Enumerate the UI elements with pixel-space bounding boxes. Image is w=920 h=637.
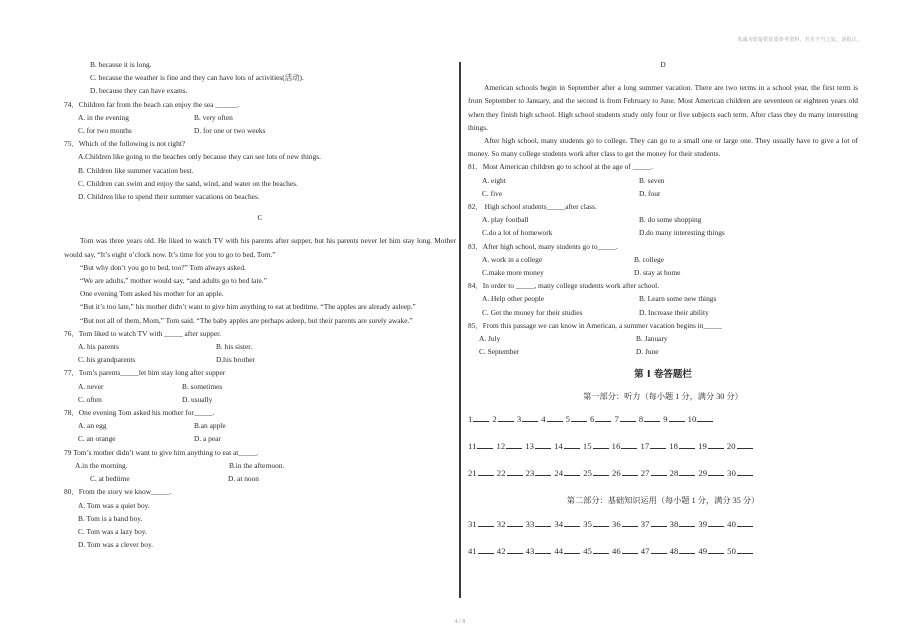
q79-option-b: B.in the afternoon. xyxy=(229,460,285,470)
answer-underline[interactable] xyxy=(622,545,638,554)
answer-blank[interactable] xyxy=(727,545,756,558)
answer-underline[interactable] xyxy=(535,440,551,449)
q82-option-c: C.do a lot of homework xyxy=(482,228,553,238)
q77-option-b: B. sometimes xyxy=(182,381,223,391)
q77-option-d: D. usually xyxy=(182,394,213,404)
answer-grid-part2 xyxy=(468,518,858,558)
q76-option-a: A. his parents xyxy=(78,342,119,352)
answer-blank[interactable] xyxy=(468,467,497,480)
q76-options-row1 xyxy=(64,340,456,353)
q81-option-c: C. five xyxy=(482,188,503,198)
q84-option-d: D. Increase their ability xyxy=(639,307,709,317)
answer-number: 29 xyxy=(698,468,708,479)
q76-option-b: B. his sister. xyxy=(216,342,253,352)
answer-blank[interactable] xyxy=(640,440,669,453)
answer-number: 12 xyxy=(496,441,506,452)
answer-underline[interactable] xyxy=(737,518,753,527)
answer-number: 3 xyxy=(516,413,522,424)
q83-option-a: A. work in a college xyxy=(482,254,543,264)
answer-underline[interactable] xyxy=(564,467,580,476)
answer-number: 41 xyxy=(468,545,477,556)
q84-options-row2 xyxy=(468,306,858,319)
answer-blank[interactable] xyxy=(496,440,525,453)
answer-number: 17 xyxy=(640,441,650,452)
answer-number: 31 xyxy=(468,518,477,529)
left-column xyxy=(64,58,456,551)
answer-number: 49 xyxy=(698,545,708,556)
answer-blank[interactable] xyxy=(641,518,670,531)
answer-number: 26 xyxy=(611,468,621,479)
q77-stem: 77．Tom’s parents_____let him stay long after supper xyxy=(64,368,226,378)
answer-underline[interactable] xyxy=(473,413,489,422)
answer-underline[interactable] xyxy=(506,440,522,449)
q79-options-row1 xyxy=(64,459,456,472)
answer-number: 24 xyxy=(554,468,564,479)
q83-options-row1 xyxy=(468,253,858,266)
answer-number: 36 xyxy=(611,518,621,529)
q77-option-c: C. often xyxy=(78,394,102,404)
q82-option-b: B. do some shopping xyxy=(639,215,702,225)
answer-blank[interactable] xyxy=(566,413,590,426)
answer-underline[interactable] xyxy=(708,545,724,554)
answer-underline[interactable] xyxy=(737,440,753,449)
q77-options-row1 xyxy=(64,380,456,393)
answer-underline[interactable] xyxy=(571,413,587,422)
answer-underline[interactable] xyxy=(564,518,580,527)
answer-number: 42 xyxy=(496,545,506,556)
answer-underline[interactable] xyxy=(478,545,494,554)
passage-d-paragraph: After high school, many students go to college. They can go to a small one or large one. They usually have to give a lot of money. So many college students work after class to get the money for their students. xyxy=(468,136,858,159)
q82-options-row2 xyxy=(468,226,858,239)
answer-number: 44 xyxy=(554,545,564,556)
q84-option-a: A. Help other people xyxy=(482,294,544,304)
answer-blank[interactable] xyxy=(526,518,555,531)
q83-option-c: C.make more money xyxy=(482,268,544,278)
passage-c-paragraph: Tom was three years old. He liked to watch TV with his parents after supper, but his parents never let him stay long. Mother would say, “It’s eight o’clock now. It’s time for you to go to bed, Tom.” xyxy=(64,236,456,259)
answer-blank[interactable] xyxy=(641,545,670,558)
q75-option-d: D. Children like to spend their summer vacations on beaches. xyxy=(78,192,260,202)
answer-blank[interactable] xyxy=(670,545,699,558)
answer-blank[interactable] xyxy=(612,518,641,531)
answer-underline[interactable] xyxy=(477,440,493,449)
answer-underline[interactable] xyxy=(622,467,638,476)
answer-number: 50 xyxy=(727,545,736,556)
q76-option-d: D.his brother xyxy=(216,355,255,365)
q82-options-row1 xyxy=(468,213,858,226)
answer-underline[interactable] xyxy=(507,518,523,527)
q79-options-row2 xyxy=(64,472,456,485)
answer-section-title: 第 I 卷答题栏 xyxy=(634,369,692,381)
answer-underline[interactable] xyxy=(507,467,523,476)
answer-underline[interactable] xyxy=(564,440,580,449)
q76-options-row2 xyxy=(64,353,456,366)
answer-number: 1 xyxy=(468,413,473,424)
answer-number: 46 xyxy=(611,545,621,556)
answer-blank[interactable] xyxy=(468,518,497,531)
answer-number: 39 xyxy=(698,518,708,529)
answer-underline[interactable] xyxy=(478,467,494,476)
q74-option-a: A. in the evening xyxy=(78,112,129,122)
answer-underline[interactable] xyxy=(651,545,667,554)
answer-blank[interactable] xyxy=(554,440,583,453)
q78-stem: 78．One evening Tom asked his mother for_____. xyxy=(64,408,215,418)
answer-number: 15 xyxy=(582,441,592,452)
q80-option-c: C. Tom was a lazy boy. xyxy=(78,526,147,536)
q78-options-row2 xyxy=(64,432,456,445)
q74-options-row2 xyxy=(64,124,456,137)
answer-blank[interactable] xyxy=(698,440,727,453)
q77-option-a: A. never xyxy=(78,381,104,391)
passage-c-paragraph: One evening Tom asked his mother for an apple. xyxy=(80,289,224,299)
answer-grid-row xyxy=(468,413,858,426)
answer-number: 25 xyxy=(583,468,592,479)
answer-blank[interactable] xyxy=(526,545,555,558)
answer-underline[interactable] xyxy=(669,413,685,422)
q73-option-c: C. because the weather is fine and they can have lots of activities(活动). xyxy=(90,73,304,83)
answer-underline[interactable] xyxy=(622,518,638,527)
answer-blank[interactable] xyxy=(554,518,583,531)
answer-blank[interactable] xyxy=(727,440,756,453)
answer-underline[interactable] xyxy=(522,413,538,422)
q78-option-b: B.an apple xyxy=(194,421,226,431)
answer-number: 33 xyxy=(525,518,535,529)
q80-option-a: A. Tom was a quiet boy. xyxy=(78,500,150,510)
q75-stem: 75．Which of the following is not right? xyxy=(64,139,186,149)
q79-option-c: C. at bedtime xyxy=(90,474,130,484)
answer-blank[interactable] xyxy=(698,467,727,480)
answer-blank[interactable] xyxy=(663,413,687,426)
q74-option-d: D. for one or two weeks xyxy=(194,126,266,136)
q83-options-row2 xyxy=(468,266,858,279)
answer-number: 27 xyxy=(640,468,650,479)
answer-number: 5 xyxy=(565,413,571,424)
answer-number: 37 xyxy=(640,518,650,529)
q79-option-d: D. at noon xyxy=(228,474,259,484)
q84-stem: 84．In order to _____, many college students work after school. xyxy=(468,281,660,291)
answer-grid-row xyxy=(468,440,858,453)
answer-blank[interactable] xyxy=(492,413,516,426)
answer-blank[interactable] xyxy=(727,518,756,531)
answer-grid-row xyxy=(468,467,858,480)
q85-option-d: D. June xyxy=(636,347,659,357)
q85-option-b: B. January xyxy=(636,334,668,344)
q83-option-d: D. stay at home xyxy=(634,268,681,278)
answer-underline[interactable] xyxy=(644,413,660,422)
q78-options-row1 xyxy=(64,419,456,432)
q85-option-c: C. September xyxy=(479,347,520,357)
answer-blank[interactable] xyxy=(583,518,612,531)
q85-stem: 85．From this passage we can know in American, a summer vacation begins in_____ xyxy=(468,320,722,330)
answer-number: 2 xyxy=(492,413,497,424)
q83-stem: 83．After high school, many students go to_____. xyxy=(468,241,618,251)
answer-number: 14 xyxy=(554,441,563,452)
answer-number: 7 xyxy=(614,413,619,424)
q79-option-a: A.in the morning. xyxy=(75,460,128,470)
q82-stem: 82． High school students_____after class. xyxy=(468,202,597,212)
answer-underline[interactable] xyxy=(679,545,695,554)
passage-c-paragraph: “We are adults,” mother would say, “and adults go to bed late.” xyxy=(80,276,267,286)
answer-underline[interactable] xyxy=(708,440,724,449)
column-divider xyxy=(459,62,461,598)
answer-blank[interactable] xyxy=(554,467,583,480)
answer-blank[interactable] xyxy=(612,545,641,558)
answer-underline[interactable] xyxy=(679,440,695,449)
q78-option-d: D. a pear xyxy=(194,434,221,444)
q81-options-row2 xyxy=(468,187,858,200)
q82-option-a: A. play football xyxy=(482,215,529,225)
answer-underline[interactable] xyxy=(697,413,713,422)
q82-option-d: D.do many interesting things xyxy=(639,228,725,238)
answer-number: 40 xyxy=(727,518,736,529)
q85-options-row2 xyxy=(468,345,858,358)
answer-blank[interactable] xyxy=(583,440,612,453)
answer-blank[interactable] xyxy=(698,518,727,531)
answer-underline[interactable] xyxy=(593,545,609,554)
answer-underline[interactable] xyxy=(535,518,551,527)
q76-stem: 76．Tom liked to watch TV with _____ after supper. xyxy=(64,328,222,338)
answer-number: 4 xyxy=(541,413,546,424)
answer-number: 28 xyxy=(669,468,679,479)
answer-underline[interactable] xyxy=(547,413,563,422)
q78-option-c: C. an orange xyxy=(78,434,116,444)
passage-c-paragraph: “But it’s too late,” his mother didn’t want to give him anything to eat at bedtime. “The apples are already asleep.” xyxy=(80,302,416,312)
q84-options-row1 xyxy=(468,292,858,305)
answer-number: 21 xyxy=(468,468,477,479)
answer-number: 45 xyxy=(583,545,592,556)
answer-blank[interactable] xyxy=(468,440,496,453)
q80-option-b: B. Tom is a band boy. xyxy=(78,513,143,523)
answer-number: 6 xyxy=(590,413,595,424)
answer-blank[interactable] xyxy=(517,413,541,426)
answer-underline[interactable] xyxy=(621,440,637,449)
q75-option-c: C. Children can swim and enjoy the sand, wind, and water on the beaches. xyxy=(78,178,298,188)
q81-stem: 81．Most American children go to school at the age of _____. xyxy=(468,162,653,172)
answer-blank[interactable] xyxy=(590,413,614,426)
answer-blank[interactable] xyxy=(614,413,638,426)
answer-number: 34 xyxy=(554,518,564,529)
q81-options-row1 xyxy=(468,174,858,187)
answer-underline[interactable] xyxy=(507,545,523,554)
answer-blank[interactable] xyxy=(497,545,526,558)
q73-option-d: D. because they can have exams. xyxy=(90,86,188,96)
answer-underline[interactable] xyxy=(564,545,580,554)
q74-options-row1 xyxy=(64,111,456,124)
answer-number: 48 xyxy=(669,545,679,556)
q75-option-b: B. Children like summer vacation best. xyxy=(78,165,194,175)
answer-grid-part1 xyxy=(468,413,858,481)
part1-title: 第一部分：听力（每小题 1 分，满分 30 分） xyxy=(583,391,743,401)
passage-c-title: C xyxy=(257,213,263,223)
answer-underline[interactable] xyxy=(535,467,551,476)
q77-options-row2 xyxy=(64,393,456,406)
q83-option-b: B. college xyxy=(634,254,664,264)
q76-option-c: C. his grandparents xyxy=(78,355,136,365)
answer-number: 16 xyxy=(611,441,621,452)
q73-option-b: B. because it is long. xyxy=(90,60,152,69)
answer-underline[interactable] xyxy=(679,467,695,476)
answer-number: 13 xyxy=(525,441,535,452)
answer-number: 9 xyxy=(663,413,668,424)
answer-number: 35 xyxy=(583,518,592,529)
q81-option-d: D. four xyxy=(639,188,661,198)
q74-option-c: C. for two months xyxy=(78,126,132,136)
q74-stem: 74．Children far from the beach can enjoy the sea ______. xyxy=(64,99,240,109)
answer-blank[interactable] xyxy=(669,440,698,453)
answer-grid-row xyxy=(468,518,858,531)
answer-blank[interactable] xyxy=(468,413,492,426)
passage-c-paragraph: “But not all of them, Mom,” Tom said. “The baby apples are perhaps asleep, but their parents are surely awake.” xyxy=(80,315,413,325)
answer-blank[interactable] xyxy=(541,413,565,426)
answer-number: 30 xyxy=(727,468,736,479)
answer-underline[interactable] xyxy=(651,467,667,476)
answer-blank[interactable] xyxy=(727,467,756,480)
answer-blank[interactable] xyxy=(670,518,699,531)
answer-underline[interactable] xyxy=(593,467,609,476)
answer-number: 23 xyxy=(525,468,535,479)
answer-number: 22 xyxy=(496,468,506,479)
q81-option-a: A. eight xyxy=(482,175,506,185)
header-note: 真诚为您提供优质参考资料，若有不当之处，请指正。 xyxy=(737,38,862,43)
answer-blank[interactable] xyxy=(497,467,526,480)
answer-number: 38 xyxy=(669,518,679,529)
answer-grid-row xyxy=(468,545,858,558)
answer-blank[interactable] xyxy=(497,518,526,531)
passage-d-title: D xyxy=(660,60,666,69)
q79-stem: 79 Tom’s mother didn’t want to give him anything to eat at_____. xyxy=(64,447,259,457)
answer-number: 43 xyxy=(525,545,535,556)
answer-number: 11 xyxy=(468,441,477,452)
answer-blank[interactable] xyxy=(583,467,612,480)
answer-underline[interactable] xyxy=(593,440,609,449)
answer-underline[interactable] xyxy=(498,413,514,422)
right-column xyxy=(468,58,858,572)
answer-underline[interactable] xyxy=(535,545,551,554)
answer-blank[interactable] xyxy=(525,440,554,453)
answer-number: 20 xyxy=(726,441,736,452)
answer-underline[interactable] xyxy=(708,467,724,476)
answer-blank[interactable] xyxy=(468,545,497,558)
answer-blank[interactable] xyxy=(612,440,641,453)
answer-blank[interactable] xyxy=(670,467,699,480)
answer-number: 19 xyxy=(698,441,707,452)
answer-underline[interactable] xyxy=(478,518,494,527)
passage-d-paragraph: American schools begin in September after a long summer vacation. There are two terms in a school year, the first term is from September to January, and the second is from February to June. Most American children are seventeen or eighteen years old when they finish high school. High school students study only four or five subjects each term. After class they do many interesting things. xyxy=(468,83,858,132)
q84-option-c: C. Get the money for their studies xyxy=(482,307,583,317)
answer-blank[interactable] xyxy=(526,467,555,480)
answer-blank[interactable] xyxy=(641,467,670,480)
q74-option-b: B. very often xyxy=(194,112,233,122)
answer-underline[interactable] xyxy=(737,467,753,476)
answer-underline[interactable] xyxy=(620,413,636,422)
q85-option-a: A. July xyxy=(479,334,501,344)
answer-blank[interactable] xyxy=(688,413,717,426)
answer-number: 32 xyxy=(496,518,506,529)
answer-underline[interactable] xyxy=(651,518,667,527)
answer-number: 18 xyxy=(669,441,679,452)
part2-title: 第二部分：基础知识运用（每小题 1 分，满分 35 分） xyxy=(566,496,760,506)
q81-option-b: B. seven xyxy=(639,175,665,185)
answer-number: 10 xyxy=(687,413,697,424)
q80-stem: 80．From the story we know_____. xyxy=(64,487,172,497)
answer-underline[interactable] xyxy=(737,545,753,554)
answer-number: 47 xyxy=(640,545,650,556)
answer-underline[interactable] xyxy=(679,518,695,527)
answer-blank[interactable] xyxy=(612,467,641,480)
answer-underline[interactable] xyxy=(593,518,609,527)
q75-option-a: A.Children like going to the beaches only because they can see lots of new things. xyxy=(78,152,322,162)
q84-option-b: B. Learn some new things xyxy=(639,294,717,304)
answer-blank[interactable] xyxy=(639,413,663,426)
passage-c-paragraph: “But why don’t you go to bed, too?” Tom always asked. xyxy=(80,262,246,272)
answer-underline[interactable] xyxy=(595,413,611,422)
answer-number: 8 xyxy=(638,413,644,424)
page-number: 4 / 8 xyxy=(454,619,466,625)
answer-blank[interactable] xyxy=(583,545,612,558)
answer-underline[interactable] xyxy=(650,440,666,449)
q80-option-d: D. Tom was a clever boy. xyxy=(78,540,154,550)
answer-blank[interactable] xyxy=(554,545,583,558)
answer-underline[interactable] xyxy=(708,518,724,527)
q78-option-a: A. an egg xyxy=(78,421,107,431)
q85-options-row1 xyxy=(468,332,858,345)
answer-blank[interactable] xyxy=(698,545,727,558)
